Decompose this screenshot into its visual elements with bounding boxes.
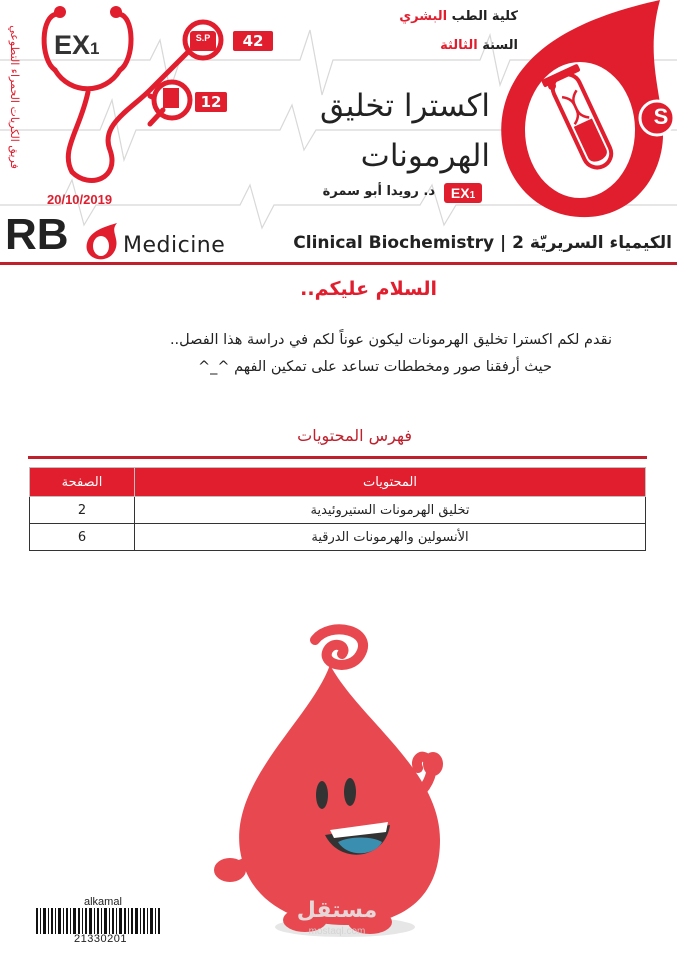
medicine-logo-text: Medicine — [123, 233, 226, 258]
sp-count-badge: 42 — [233, 31, 273, 51]
faculty-line: كلية الطب البشري — [399, 9, 518, 24]
barcode-top-text: alkamal — [84, 896, 122, 908]
toc-header-page: الصفحة — [30, 468, 135, 497]
table-row[interactable] — [30, 524, 646, 551]
document-title-line2: الهرمونات — [360, 138, 490, 174]
toc-row-title[interactable]: تخليق الهرمونات الستيروئيدية — [135, 497, 646, 524]
rb-logo: RB — [5, 210, 69, 259]
toc-header-row — [30, 468, 646, 497]
toc-row-page: 6 — [30, 524, 135, 551]
document-title-line1: اكسترا تخليق — [319, 88, 490, 124]
team-name-vertical: فريق الكريات الحمراء التطوعي — [8, 25, 21, 169]
sp-label: S.P — [195, 33, 211, 43]
author-name: د. رويدا أبو سمرة — [322, 184, 435, 199]
table-row[interactable] — [30, 497, 646, 524]
toc-divider — [28, 456, 647, 459]
intro-line-1: نقدم لكم اكسترا تخليق الهرمونات ليكون عوناً لكم في دراسة هذا الفصل.. — [169, 332, 612, 348]
toc-table — [29, 467, 646, 551]
toc-header-contents: المحتويات — [135, 468, 646, 497]
date-label: 20/10/2019 — [47, 192, 113, 207]
toc-row-page: 2 — [30, 497, 135, 524]
logo-drop-icon — [82, 221, 122, 261]
ex1-logo: EX1 — [54, 30, 100, 60]
barcode-icon — [36, 908, 160, 934]
subject-title: الكيمياء السريريّة 2 | Clinical Biochemistry — [293, 233, 672, 253]
search-count-badge: 12 — [195, 92, 227, 112]
greeting: السلام عليكم.. — [300, 278, 437, 300]
author-ex-badge: EX1 — [444, 183, 482, 203]
intro-line-2: حيث أرفقنا صور ومخططات تساعد على تمكين الفهم ^_^ — [197, 359, 552, 375]
watermark-latin: mostaql.com — [308, 926, 366, 937]
year-line: السنة الثالثة — [440, 38, 518, 53]
toc-row-title[interactable]: الأنسولين والهرمونات الدرقية — [135, 524, 646, 551]
header-divider — [0, 262, 677, 265]
test-tube-dna-icon — [540, 60, 630, 190]
watermark-arabic: مستقل — [296, 898, 378, 923]
barcode-number: 21330201 — [74, 933, 127, 945]
drop-letter-badge: S — [653, 104, 669, 129]
toc-title: فهرس المحتويات — [297, 426, 412, 445]
stethoscope-icon — [0, 0, 290, 200]
